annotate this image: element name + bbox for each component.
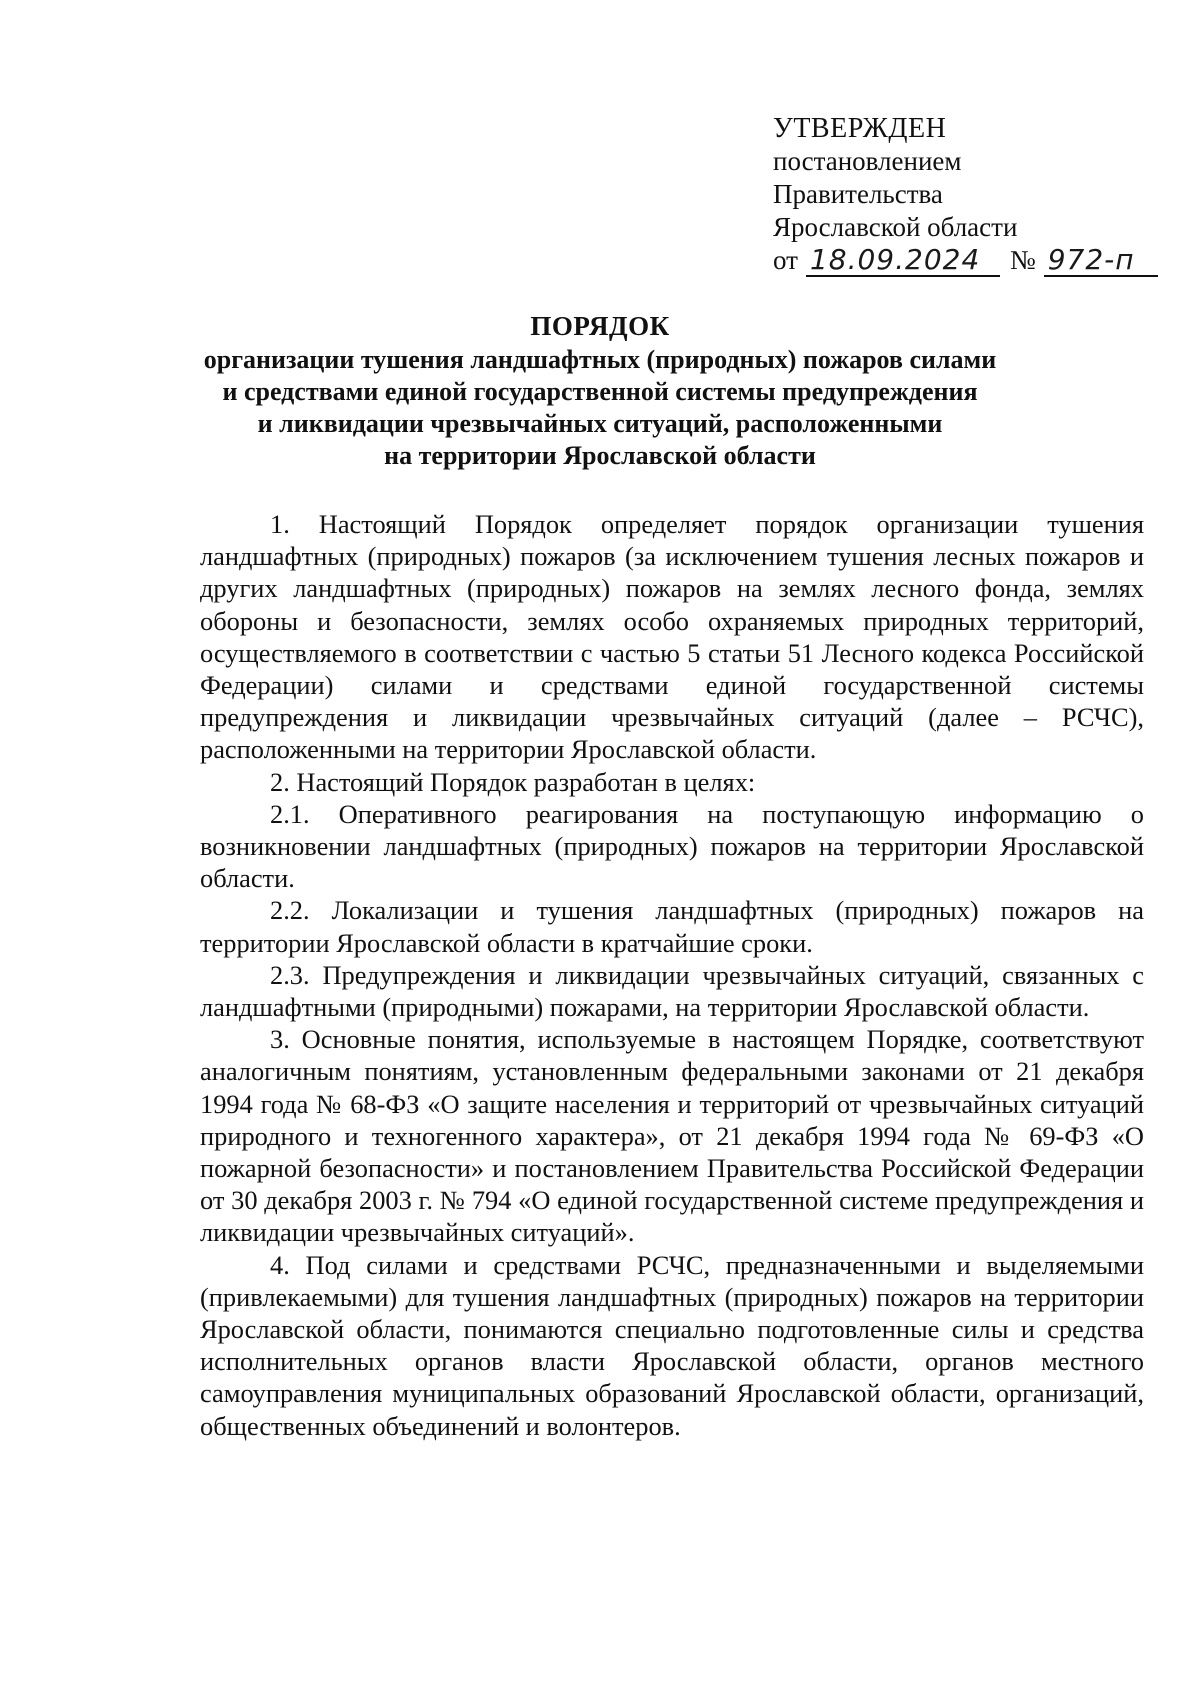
paragraph-2-3: 2.3. Предупреждения и ликвидации чрезвычайных ситуаций, связанных с ландшафтными (природными) пожарами, на территории Ярославской области. [200, 959, 1144, 1023]
document-body [200, 508, 1144, 1442]
paragraph-2-1: 2.1. Оперативного реагирования на поступающую информацию о возникновении ландшафтных (природных) пожаров на территории Ярославской области. [200, 798, 1144, 894]
document-title [200, 310, 1000, 472]
document-heading: ПОРЯДОК [530, 311, 670, 341]
approval-title: УТВЕРЖДЕН [773, 113, 947, 144]
number-sign: № [1009, 245, 1036, 275]
title-line-1: организации тушения ландшафтных (природных) пожаров силами [203, 345, 997, 374]
approval-line-resolution: постановлением [773, 146, 962, 176]
handwritten-number: 972-п [1044, 245, 1158, 277]
date-prefix: от [773, 245, 798, 275]
approval-block [773, 112, 1173, 277]
paragraph-2-2: 2.2. Локализации и тушения ландшафтных (природных) пожаров на территории Ярославской области в кратчайшие сроки. [200, 895, 1144, 958]
paragraph-1: 1. Настоящий Порядок определяет порядок организации тушения ландшафтных (природных) пожаров (за исключением тушения лесных пожаров и других ландшафтных (природных) пожаров на землях лесного фонда, землях обороны и безопасности, землях особо охраняемых природных территорий, осуществляемого в соответствии с частью 5 статьи 51 Лесного кодекса Российской Федерации) силами и средствами единой государственной системы предупреждения и ликвидации чрезвычайных ситуаций (далее – РСЧС), расположенными на территории Ярославской области. [200, 509, 1144, 765]
title-line-2: и средствами единой государственной системы предупреждения [222, 377, 978, 406]
title-line-3: и ликвидации чрезвычайных ситуаций, расположенными [257, 409, 943, 438]
approval-line-government: Правительства [773, 179, 943, 209]
handwritten-date: 18.09.2024 [806, 245, 1000, 277]
paragraph-4: 4. Под силами и средствами РСЧС, предназначенными и выделяемыми (привлекаемыми) для тушения ландшафтных (природных) пожаров на территории Ярославской области, понимаются специально подготовленные силы и средства исполнительных органов власти Ярославской области, органов местного самоуправления муниципальных образований Ярославской области, организаций, общественных объединений и волонтеров. [200, 1249, 1144, 1441]
title-line-4: на территории Ярославской области [384, 441, 816, 470]
approval-line-region: Ярославской области [773, 212, 1018, 242]
approval-date-line [773, 244, 1173, 277]
paragraph-2: 2. Настоящий Порядок разработан в целях: [270, 766, 756, 797]
paragraph-3: 3. Основные понятия, используемые в настоящем Порядке, соответствуют аналогичным понятиям, установленным федеральными законами от 21 декабря 1994 года № 68-ФЗ «О защите населения и территорий от чрезвычайных ситуаций природного и техногенного характера», от 21 декабря 1994 года № 69-ФЗ «О пожарной безопасности» и постановлением Правительства Российской Федерации от 30 декабря 2003 г. № 794 «О единой государственной системе предупреждения и ликвидации чрезвычайных ситуаций». [200, 1024, 1144, 1248]
